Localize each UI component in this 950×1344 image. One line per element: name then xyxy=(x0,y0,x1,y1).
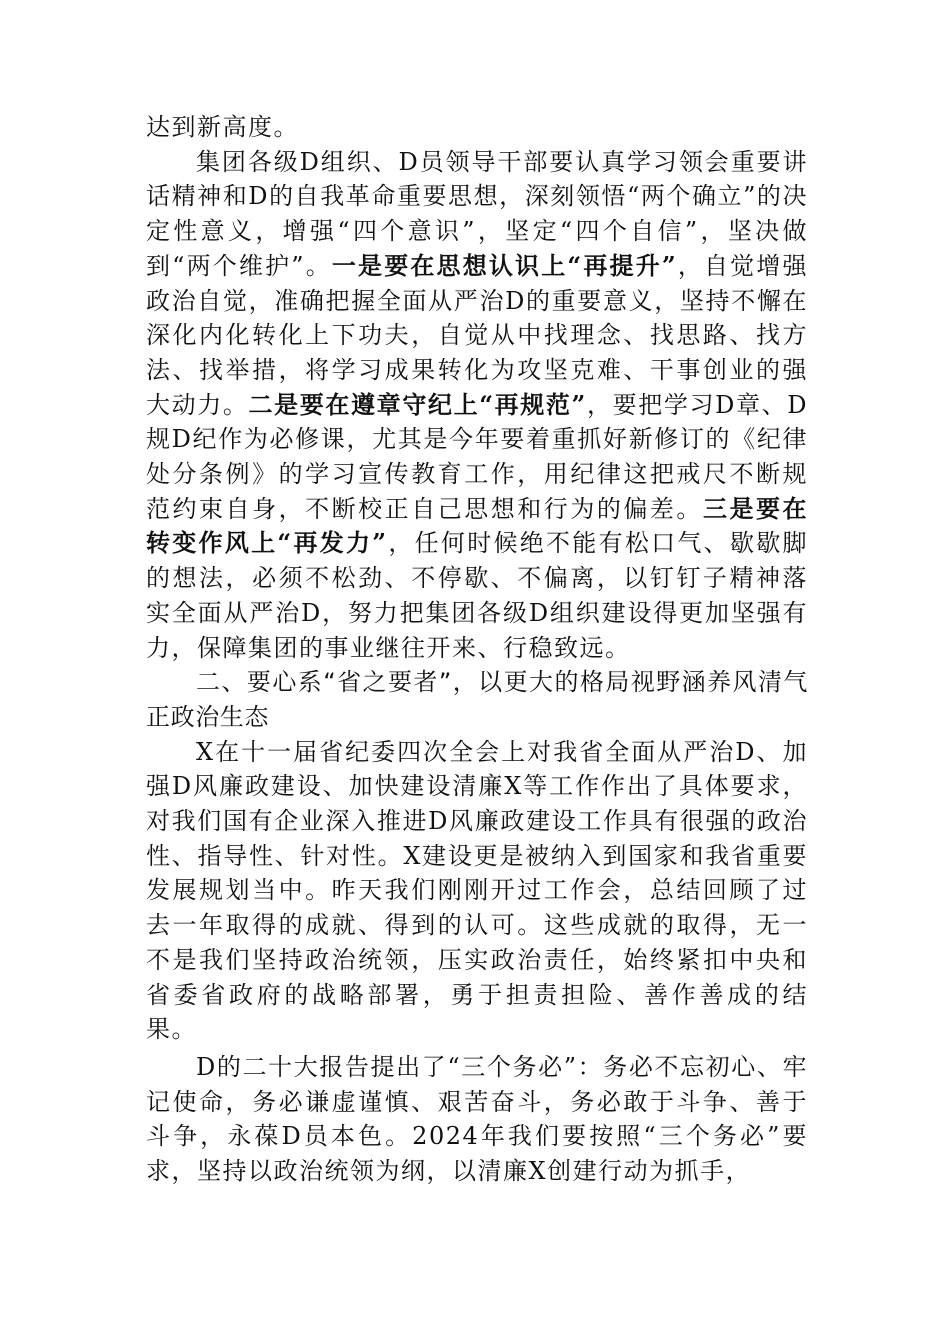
key-point-discipline: 二是要在遵章守纪上“再规范” xyxy=(248,389,587,419)
paragraph-provincial-requirements: X在十一届省纪委四次全会上对我省全面从严治D、加强D风廉政建设、加快建设清廉X等工作作出了具体要求，对我们国有企业深入推进D风廉政建设工作具有很强的政治性、指导性、针对性。X建设更是被纳入到国家和我省重要发展规划当中。昨天我们刚刚开过工作会，总结回顾了过去一年取得的成就、得到的认可。这些成就的取得，无一不是我们坚持政治统领，压实政治责任，始终紧扣中央和省委省政府的战略部署，勇于担责担险、善作善成的结果。 xyxy=(146,737,808,1044)
paragraph-continuation: 达到新高度。 xyxy=(146,113,299,141)
paragraph-text: 集团各级D组织、D员领导干部要认真学习领会重要讲话精神和D的自我革命重要思想，深刻领悟“两个确立”的决定性意义，增强“四个意识”，坚定“四个自信”，坚决做到“两个维护”。 xyxy=(146,147,808,280)
section-heading: 二、要心系“省之要者”，以更大的格局视野涵养风清气正政治生态 xyxy=(146,668,808,731)
key-point-work-style: 三是要在转变作风上“再发力” xyxy=(146,493,808,558)
paragraph-three-musts: D的二十大报告提出了“三个务必”：务必不忘初心、牢记使命，务必谦虚谨慎、艰苦奋斗，务必敢于斗争、善于斗争，永葆D员本色。2024年我们要按照“三个务必”要求，坚持以政治统领为纲，以清廉X创建行动为抓手， xyxy=(146,1052,808,1186)
document-body xyxy=(146,110,808,1189)
paragraph-study-requirements xyxy=(146,145,808,666)
paragraph-text: ，自觉增强政治自觉，准确把握全面从严治D的重要意义，坚持不懈在深化内化转化上下功夫，自觉从中找理念、找思路、找方法、找举措，将学习成果转化为攻坚克难、干事创业的强大动力。 xyxy=(146,251,809,419)
paragraph-text: ，任何时候绝不能有松口气、歇歇脚的想法，必须不松劲、不停歇、不偏离，以钉钉子精神落实全面从严治D，努力把集团各级D组织建设得更加坚强有力，保障集团的事业继往开来、行稳致远。 xyxy=(146,529,809,662)
paragraph-text: ，要把学习D章、D规D纪作为必修课，尤其是今年要着重抓好新修订的《纪律处分条例》的学习宣传教育工作，用纪律这把戒尺不断规范约束自身，不断校正自己思想和行为的偏差。 xyxy=(146,390,809,523)
key-point-thinking: 一是要在思想认识上“再提升” xyxy=(331,250,678,280)
